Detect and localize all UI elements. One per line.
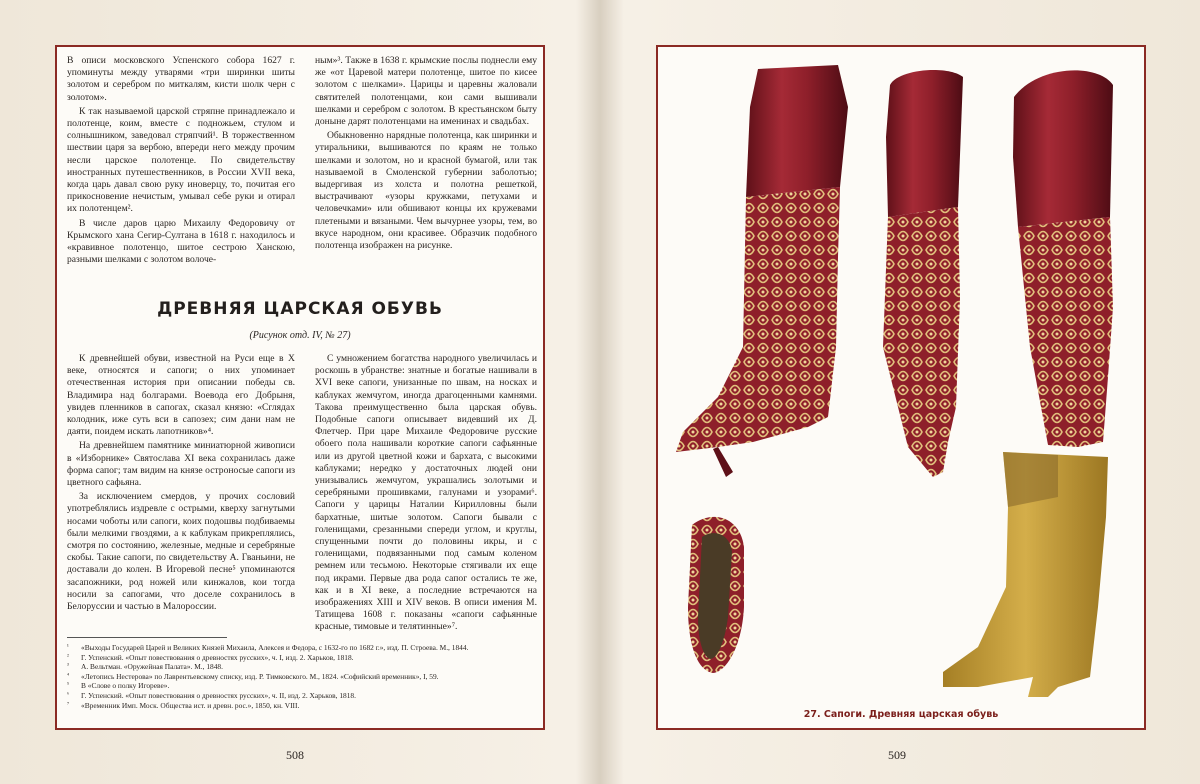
footnote: ⁴ «Летопись Нестерова» по Лаврентьевскому списку, изд. Р. Тимковского. М., 1824. «Софийский временник», I, 59.: [67, 671, 439, 681]
section-heading: ДРЕВНЯЯ ЦАРСКАЯ ОБУВЬ: [157, 299, 443, 319]
footnotes: [67, 643, 537, 710]
paragraph: К так называемой царской стряпне принадлежало и полотенце, коим, вместе с подножьем, стулом и солнышником, заведовал стряпчий¹. В торжественном шествии царя за вербою, впереди него между прочим несли царское полотенце. По свидетельству иностранных путешественников, в России XVII века, когда царь давал свою руку иноверцу, то, почитая его прикосновение нечистым, умывал себе руки и отирал их полотенцем².: [67, 105, 295, 215]
footnote: ⁵ В «Слове о полку Игореве».: [67, 681, 170, 691]
column-2: [315, 55, 537, 254]
boot-1: [676, 65, 848, 477]
paragraph: К древнейшей обуви, известной на Руси еще в X веке, относятся и сапоги; о них упоминает отечественная история при описании победы св. Владимира над болгарами. Воевода его Добрыня, увидев пленников в сапогах, сказал князю: «Сглядах колодник, иже суть вси в сапозех; сим дани нам не даяти, поидем искать лапотников»⁴.: [67, 353, 295, 438]
paragraph: В числе даров царю Михаилу Федоровичу от Крымского хана Сегир-Султана в 1618 г. находилось и «кравивное полотенцо, шитое сестрою Ханскою, разными шелками с золотом волоче-: [67, 217, 295, 266]
paragraph: В описи московского Успенского собора 1627 г. упоминуты между утварями «три ширинки шиты золотом и серебром по миткалям, кисти шолк черн с золотом».: [67, 55, 295, 103]
column-1: [67, 55, 295, 268]
footnote: ⁶ Г. Успенский. «Опыт повествования о древностях русских», ч. II, изд. 2. Харьков, 1818.: [67, 690, 356, 700]
right-page: [656, 45, 1146, 730]
column-3: [67, 353, 295, 615]
left-page: [55, 45, 545, 730]
footnote: ⁷ «Временник Имп. Моск. Общества ист. и древн. рос.», 1850, кн. VIII.: [67, 700, 300, 710]
paragraph: Обыкновенно нарядные полотенца, как ширинки и утиральники, вышиваются по краям не только шелками и золотом, но и красной бумагой, или так называемой в Смоленской губернии заболотью; выдергивая из холста и полотна решеткой, выстрачивают «узоры кружками, петухами и человечками» или обшивают концы их кружевами плетеными и вязаными. Чем вычурнее узоры, тем, во вкусе народном, они красивее. Образчик подобного полотенца изображен на рисунке.: [315, 130, 537, 252]
boot-sole: [688, 517, 744, 673]
paragraph: ным»³. Также в 1638 г. крымские послы поднесли ему же «от Царевой матери полотенце, шитое по кисее золотом с шелками». Царицы и царевны жаловали святителей полотенцами, кои сами вышивали шелками и серебром с золотом. В крестьянском быту доныне дарят полотенцами на именинах и свадьбах.: [315, 55, 537, 128]
paragraph: На древнейшем памятнике миниатюрной живописи в «Изборнике» Святослава XI века сохранилась даже форма сапог; там видим на князе остроносые сапоги из цветного сафьяна.: [67, 440, 295, 489]
column-4: [315, 353, 537, 636]
paragraph: За исключением смердов, у прочих сословий употреблялись издревле с острыми, кверху загнутыми носами чоботы или сапоги, коих подошвы подбиваемы были мелкими гвоздями, а к каблукам прикреплялись, смотря по состоянию, железные, медные и серебряные скобы. Такие сапоги, по свидетельству А. Гваньини, не доставали до колен. В Игоревой песне⁵ упоминаются засапожники, род ножей или кинжалов, кои тогда носили за сапогами, что доселе сохранилось в Белоруссии и частью в Малороссии.: [67, 491, 295, 613]
footnote: ¹ «Выходы Государей Царей и Великих Князей Михаила, Алексея и Федора, с 1632-го по 1682 г.», изд. П. Строева. М., 1844.: [67, 643, 469, 652]
section-subheading: (Рисунок отд. IV, № 27): [249, 330, 351, 341]
paragraph: С умножением богатства народного увеличилась и роскошь в убранстве: знатные и богатые нашивали в XVI веке сапоги, унизанные по швам, на носках и каблуках жемчугом, иногда драгоценными камнями. Такова преимущественно была царская обувь. Подобные сапоги описывает видевший их Д. Флетчер. При царе Михаиле Федоровиче русские обоего пола нашивали короткие сапоги сафьянные или из другой цветной кожи и бархата, с высокими каблуками; нередко у достаточных людей они унизывались жемчугом, украшались золотыми и серебряными прошивками, галунами и узорами⁶. Сапоги у царицы Наталии Кирилловны были бархатные, шитые золотом. Сапоги бывали с голенищами, срезанными спереди углом, и круглы, спущенными почти до половины икры, и с голенищами, подвязанными под самым коленом ремнем или тесьмою. Некоторые стягивали их еще под икрами. Первые два рода сапог остались те же, как и в XI веке, а последние встречаются на изображениях XIII и XIV веков. В описи имения М. Татищева 1608 г. показаны «сапоги сафьянные красные, тимовые и телятинные»⁷.: [315, 353, 537, 633]
page-number-right: 509: [888, 748, 906, 762]
footnote: ³ А. Вельтман. «Оружейная Палата». М., 1848.: [67, 662, 223, 672]
footnote: ² Г. Успенский. «Опыт повествования о древностях русских», ч. I, изд. 2. Харьков, 1818.: [67, 652, 354, 662]
boot-3: [1013, 70, 1113, 447]
figure-caption: 27. Сапоги. Древняя царская обувь: [803, 709, 999, 720]
page-number-left: 508: [286, 748, 304, 762]
boots-illustration: [658, 47, 1144, 728]
yellow-boot: [943, 452, 1108, 697]
boot-2: [883, 70, 963, 477]
footnote-divider: [67, 637, 227, 638]
